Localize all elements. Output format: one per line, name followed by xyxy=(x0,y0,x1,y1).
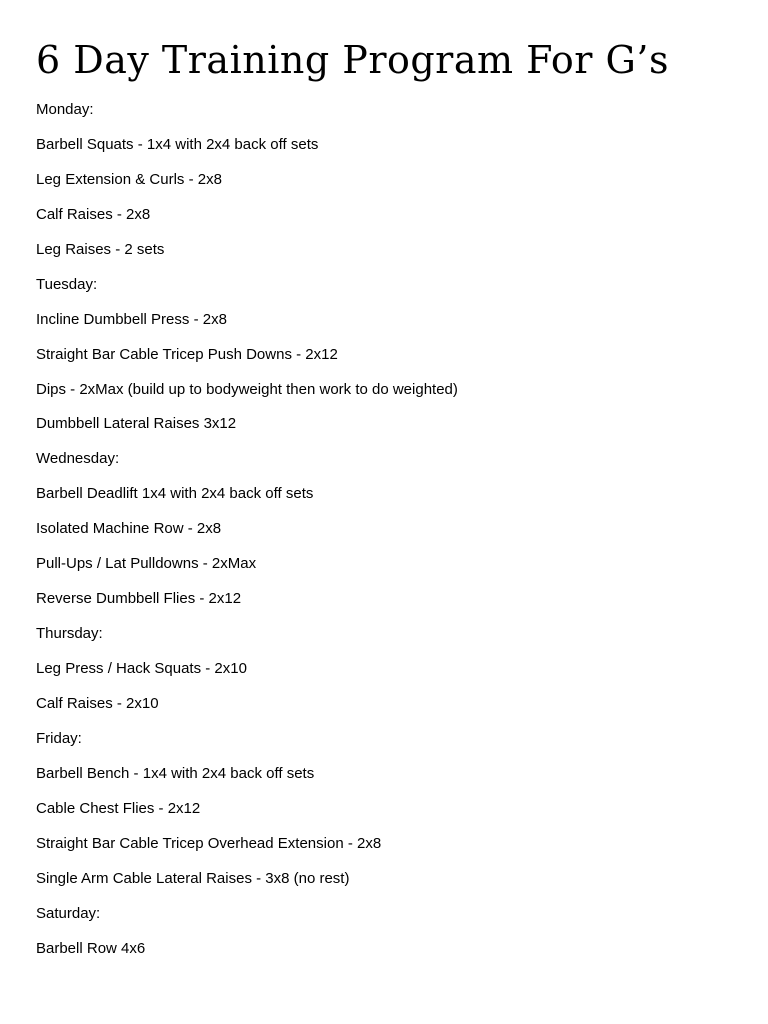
exercise-line: Cable Chest Flies - 2x12 xyxy=(36,799,201,817)
day-heading-monday: Monday: xyxy=(36,101,94,118)
day-heading-saturday: Saturday: xyxy=(36,904,101,922)
program-lines xyxy=(36,100,458,973)
exercise-line: Leg Press / Hack Squats - 2x10 xyxy=(36,660,247,677)
exercise-line: Straight Bar Cable Tricep Push Downs - 2x12 xyxy=(36,345,338,363)
exercise-line: Calf Raises - 2x8 xyxy=(36,205,151,223)
exercise-line: Dips - 2xMax (build up to bodyweight then work to do weighted) xyxy=(36,380,458,398)
exercise-line: Incline Dumbbell Press - 2x8 xyxy=(36,310,227,328)
exercise-line: Leg Extension & Curls - 2x8 xyxy=(36,170,222,188)
exercise-line: Straight Bar Cable Tricep Overhead Extension - 2x8 xyxy=(36,834,382,852)
day-heading-thursday: Thursday: xyxy=(36,625,103,643)
exercise-line: Barbell Squats - 1x4 with 2x4 back off sets xyxy=(36,135,319,153)
exercise-line: Single Arm Cable Lateral Raises - 3x8 (no rest) xyxy=(36,869,350,887)
day-heading-wednesday: Wednesday: xyxy=(36,450,120,468)
page-title: 6 Day Training Program For G’s xyxy=(36,38,669,82)
exercise-line: Dumbbell Lateral Raises 3x12 xyxy=(36,415,237,433)
exercise-line: Isolated Machine Row - 2x8 xyxy=(36,520,222,538)
day-heading-friday: Friday: xyxy=(36,729,82,747)
exercise-line: Calf Raises - 2x10 xyxy=(36,694,159,712)
exercise-line: Leg Raises - 2 sets xyxy=(36,240,165,258)
exercise-line: Barbell Bench - 1x4 with 2x4 back off sets xyxy=(36,764,315,782)
exercise-line: Pull-Ups / Lat Pulldowns - 2xMax xyxy=(36,555,257,573)
day-heading-tuesday: Tuesday: xyxy=(36,275,98,293)
exercise-line: Reverse Dumbbell Flies - 2x12 xyxy=(36,590,242,608)
exercise-line: Barbell Deadlift 1x4 with 2x4 back off sets xyxy=(36,485,314,503)
exercise-line: Barbell Row 4x6 xyxy=(36,939,146,957)
